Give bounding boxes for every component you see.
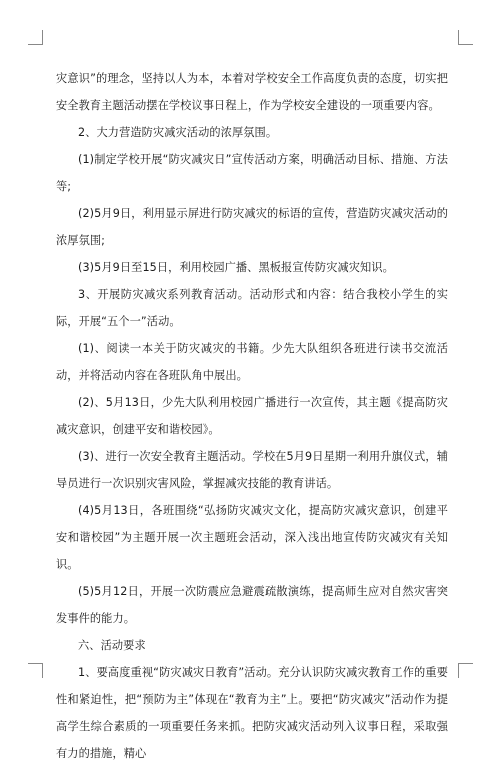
paragraph-7: (1)、阅读一本关于防灾减灾的书籍。少先大队组织各班进行读书交流活动，并将活动内容在各班队角中展出。: [56, 342, 448, 382]
paragraph-10: (4)5月13日，各班围绕“弘扬防灾减灾文化，提高防灾减灾意识，创建平安和谐校园”为主题开展一次主题班会活动，深入浅出地宣传防灾减灾有关知识。: [56, 504, 448, 571]
paragraph-9: (3)、进行一次安全教育主题活动。学校在5月9日星期一利用升旗仪式，辅导员进行一次识别灾害风险，掌握减灾技能的教育讲话。: [56, 450, 448, 490]
paragraph-4: (2)5月9日，利用显示屏进行防灾减灾的标语的宣传，营造防灾减灾活动的浓厚氛围;: [56, 207, 448, 247]
paragraph-13: 1、要高度重视“防灾减灾日教育”活动。充分认识防灾减灾教育工作的重要性和紧迫性，把“预防为主”体现在“教育为主”上。要把“防灾减灾”活动作为提高学生综合素质的一项重要任务来抓。把防灾减灾活动列入议事日程，采取强有力的措施，精心: [56, 666, 448, 760]
paragraph-6: 3、开展防灾减灾系列教育活动。活动形式和内容：结合我校小学生的实际，开展“五个一”活动。: [56, 288, 448, 328]
paragraph-8: (2)、5月13日，少先大队利用校园广播进行一次宣传，其主题《提高防灾减灾意识，创建平安和谐校园》。: [56, 396, 448, 436]
paragraph-2: 2、大力营造防灾减灾活动的浓厚氛围。: [78, 126, 278, 139]
crop-mark-top-left: [28, 30, 43, 45]
paragraph-11: (5)5月12日，开展一次防震应急避震疏散演练，提高师生应对自然灾害突发事件的能力。: [56, 585, 448, 625]
paragraph-3: (1)制定学校开展“防灾减灾日”宣传活动方案，明确活动目标、措施、方法等;: [56, 153, 448, 193]
paragraph-5: (3)5月9日至15日，利用校园广播、黑板报宣传防灾减灾知识。: [78, 261, 394, 274]
paragraph-1: 灾意识”的理念，坚持以人为本，本着对学校安全工作高度负责的态度，切实把安全教育主题活动摆在学校议事日程上，作为学校安全建设的一项重要内容。: [56, 72, 448, 112]
crop-mark-bottom-left: [28, 663, 43, 678]
document-body: [56, 65, 448, 767]
crop-mark-bottom-right: [458, 663, 473, 678]
crop-mark-top-right: [458, 30, 473, 45]
section-heading: 六、活动要求: [78, 639, 146, 652]
